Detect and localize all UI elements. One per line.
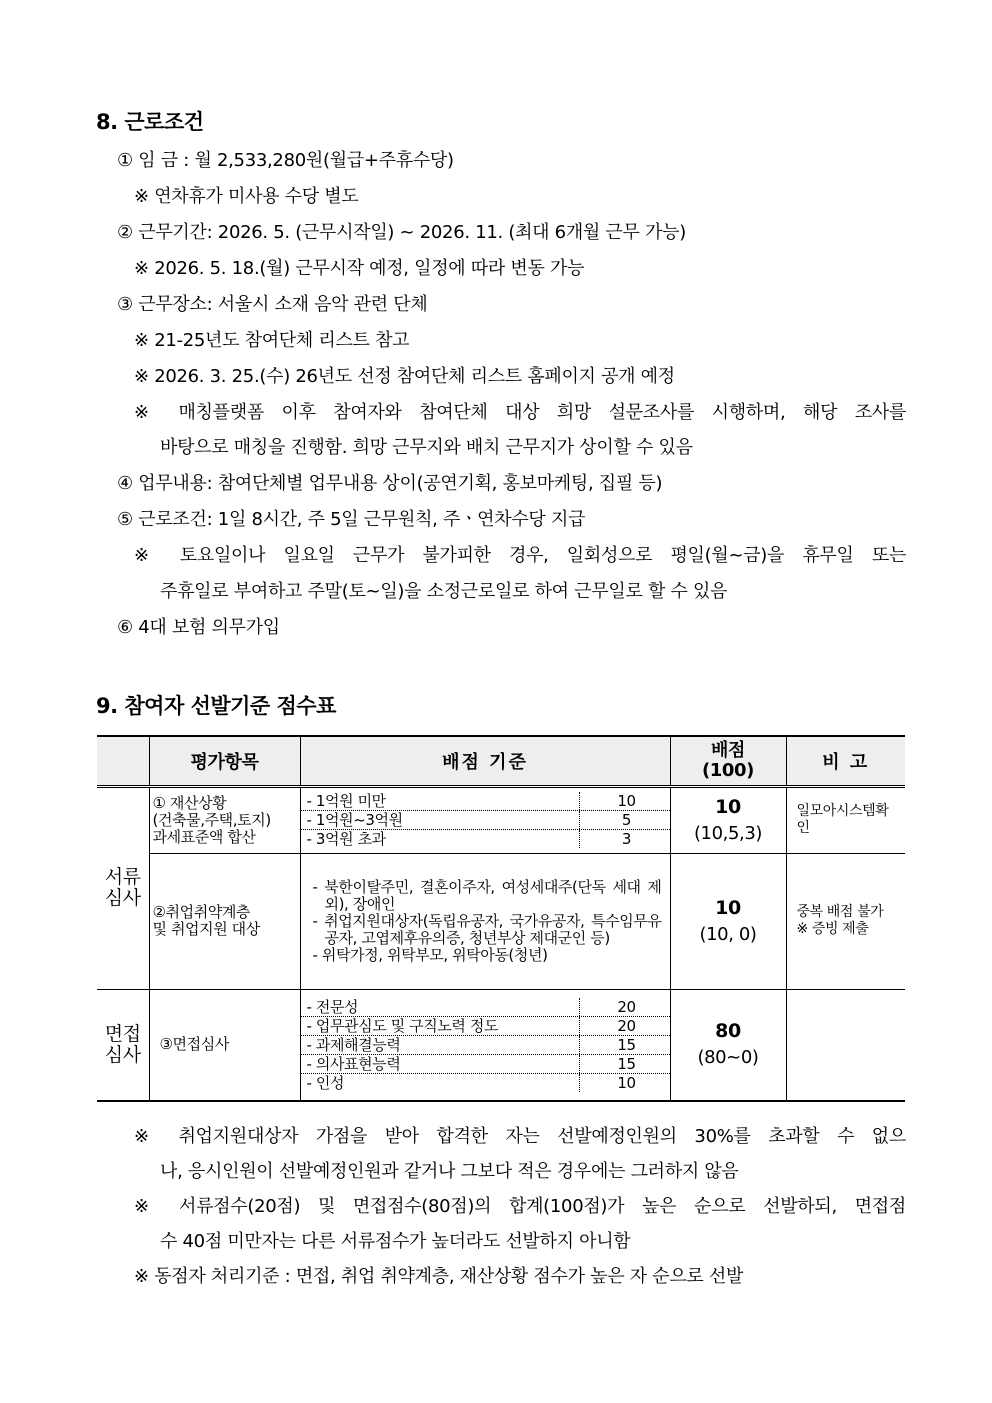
property-criteria	[300, 786, 670, 853]
location-note-3a: ※ 매칭플랫폼 이후 참여자와 참여단체 대상 희망 설문조사를 시행하며, 해당 조사를	[134, 402, 906, 423]
criteria-row: - 의사표현능력 15	[301, 1055, 670, 1074]
period-note: ※ 2026. 5. 18.(월) 근무시작 예정, 일정에 따라 변동 가능	[134, 258, 585, 279]
vulnerable-item: ②취업취약계층 및 취업지원 대상	[149, 853, 300, 989]
duties-line: ④ 업무내용: 참여단체별 업무내용 상이(공연기획, 홍보마케팅, 집필 등)	[117, 473, 663, 494]
location-line: ③ 근무장소: 서울시 소재 음악 관련 단체	[117, 294, 428, 315]
criteria-text: - 위탁가정, 위탁부모, 위탁아동(청년)	[312, 945, 548, 964]
wage-note: ※ 연차휴가 미사용 수당 별도	[134, 186, 359, 207]
criteria-row: - 인성 10	[301, 1074, 670, 1092]
conditions-note-a: ※ 토요일이나 일요일 근무가 불가피한 경우, 일회성으로 평일(월~금)을 휴무일 또는	[134, 545, 906, 566]
interview-label: 면접 심사	[97, 989, 149, 1101]
section8-title: 8. 근로조건	[96, 110, 204, 134]
header-points: 배점 (100)	[670, 736, 786, 786]
doc-review-label: 서류 심사	[97, 786, 149, 989]
section9-title: 9. 참여자 선발기준 점수표	[96, 694, 336, 718]
criteria-row: - 전문성 20	[301, 998, 670, 1017]
property-note: 일모아시스템확 인	[786, 786, 905, 853]
note-2b: 수 40점 미만자는 다른 서류점수가 높더라도 선발하지 아니함	[160, 1231, 631, 1252]
vulnerable-criteria	[300, 853, 670, 989]
criteria-row: - 과제해결능력 15	[301, 1036, 670, 1055]
period-line: ② 근무기간: 2026. 5. (근무시작일) ~ 2026. 11. (최대 6개월 근무 가능)	[117, 222, 686, 243]
interview-points: 80 (80~0)	[670, 989, 786, 1101]
conditions-line: ⑤ 근로조건: 1일 8시간, 주 5일 근무원칙, 주ㆍ연차수당 지급	[117, 509, 586, 530]
criteria-text: - 북한이탈주민, 결혼이주자, 여성세대주(단독 세대 제외), 장애인	[312, 877, 662, 913]
note-1b: 나, 응시인원이 선발예정인원과 같거나 그보다 적은 경우에는 그러하지 않음	[160, 1161, 739, 1182]
note-1a: ※ 취업지원대상자 가점을 받아 합격한 자는 선발예정인원의 30%를 초과할 수 없으	[134, 1126, 906, 1147]
vulnerable-points: 10 (10, 0)	[670, 853, 786, 989]
property-points: 10 (10,5,3)	[670, 786, 786, 853]
header-blank	[97, 736, 149, 786]
property-item: ① 재산상황 (건축물,주택,토지) 과세표준액 합산	[149, 786, 300, 853]
criteria-row: - 1억원~3억원 5	[301, 811, 670, 830]
criteria-row: - 업무관심도 및 구직노력 정도 20	[301, 1017, 670, 1036]
note-3: ※ 동점자 처리기준 : 면접, 취업 취약계층, 재산상황 점수가 높은 자 순으로 선발	[134, 1266, 744, 1287]
criteria-row: - 3억원 초과 3	[301, 830, 670, 848]
header-criteria: 배점 기준	[300, 736, 670, 786]
criteria-text: - 취업지원대상자(독립유공자, 국가유공자, 특수임무유공자, 고엽제후유의증, 청년부상 제대군인 등)	[312, 911, 662, 947]
interview-criteria	[300, 989, 670, 1101]
score-table	[97, 735, 905, 1102]
note-2a: ※ 서류점수(20점) 및 면접점수(80점)의 합계(100점)가 높은 순으로 선발하되, 면접점	[134, 1196, 906, 1217]
header-item: 평가항목	[149, 736, 300, 786]
conditions-note-b: 주휴일로 부여하고 주말(토~일)을 소정근로일로 하여 근무일로 할 수 있음	[160, 581, 728, 602]
location-note-2: ※ 2026. 3. 25.(수) 26년도 선정 참여단체 리스트 홈페이지 공개 예정	[134, 366, 675, 387]
location-note-3b: 바탕으로 매칭을 진행함. 희망 근무지와 배치 근무지가 상이할 수 있음	[160, 437, 693, 458]
wage-line: ① 임 금 : 월 2,533,280원(월급+주휴수당)	[117, 150, 454, 171]
header-remarks: 비 고	[786, 736, 905, 786]
location-note-1: ※ 21-25년도 참여단체 리스트 참고	[134, 330, 410, 351]
vulnerable-note: 중복 배점 불가 ※ 증빙 제출	[786, 853, 905, 989]
interview-item: ③면접심사	[149, 989, 300, 1101]
criteria-row: - 1억원 미만 10	[301, 792, 670, 811]
interview-note	[786, 989, 905, 1101]
insurance-line: ⑥ 4대 보험 의무가입	[117, 617, 280, 638]
